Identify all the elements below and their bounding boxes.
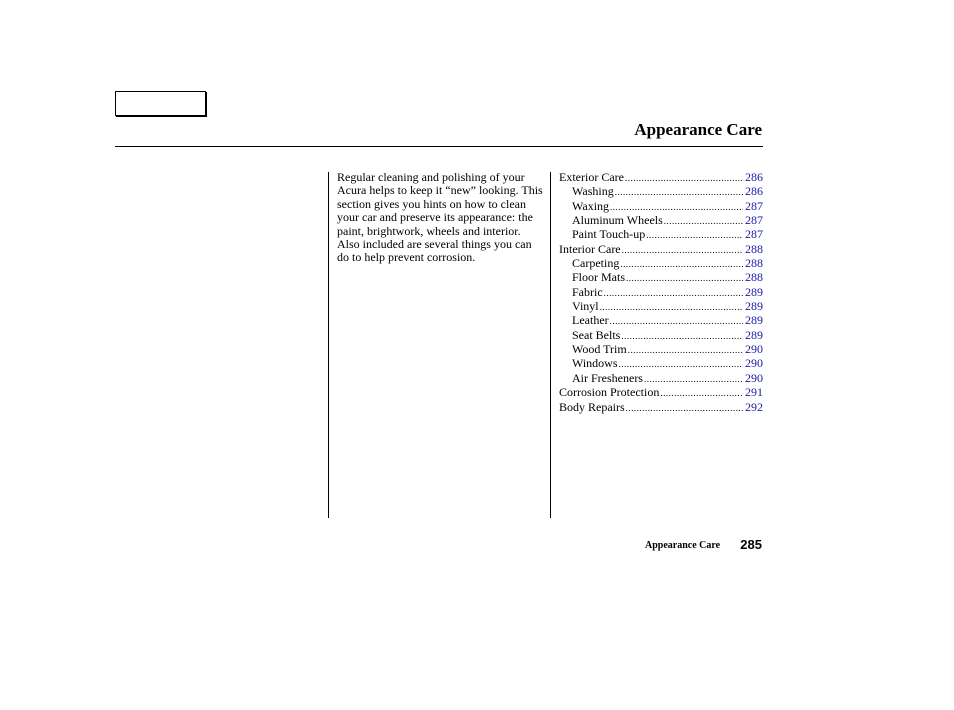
intro-paragraph: Regular cleaning and polishing of your Acura helps to keep it “new” looking. This section gives you hints on how to clean your car and preserve its appearance: the paint, brightwork, wheels and interior. Also included are several things you can do to help prevent corrosion. xyxy=(337,170,543,265)
toc-page-link[interactable]: 290 xyxy=(745,357,763,371)
toc-entry[interactable] xyxy=(559,271,763,285)
toc-leader-dots xyxy=(628,344,743,357)
toc-entry-label: Floor Mats xyxy=(572,271,626,285)
toc-leader-dots xyxy=(620,258,743,271)
footer-section-label: Appearance Care xyxy=(645,540,721,551)
toc-entry[interactable] xyxy=(559,214,763,228)
toc-entry[interactable] xyxy=(559,228,763,242)
table-of-contents xyxy=(559,171,763,415)
toc-entry[interactable] xyxy=(559,300,763,314)
toc-page-link[interactable]: 291 xyxy=(745,386,763,400)
toc-leader-dots xyxy=(600,301,743,314)
toc-entry-label: Air Fresheners xyxy=(572,371,643,385)
toc-page-link[interactable]: 289 xyxy=(745,285,763,299)
toc-entry-label: Fabric xyxy=(572,285,603,299)
footer-page-number: 285 xyxy=(740,537,762,552)
toc-leader-dots xyxy=(626,272,743,285)
toc-page-link[interactable]: 289 xyxy=(745,314,763,328)
toc-leader-dots xyxy=(644,373,743,386)
toc-leader-dots xyxy=(619,358,743,371)
toc-page-link[interactable]: 292 xyxy=(745,400,763,414)
toc-entry-label: Interior Care xyxy=(559,242,621,256)
toc-page-link[interactable]: 286 xyxy=(745,185,763,199)
toc-entry[interactable] xyxy=(559,257,763,271)
toc-entry-label: Vinyl xyxy=(572,300,599,314)
toc-leader-dots xyxy=(621,330,743,343)
toc-entry-label: Waxing xyxy=(572,199,610,213)
toc-entry-label: Wood Trim xyxy=(572,343,627,357)
toc-leader-dots xyxy=(625,172,743,185)
right-column-divider xyxy=(550,172,551,518)
toc-leader-dots xyxy=(664,215,743,228)
toc-leader-dots xyxy=(610,315,743,328)
toc-entry[interactable] xyxy=(559,314,763,328)
toc-page-link[interactable]: 288 xyxy=(745,271,763,285)
toc-entry[interactable] xyxy=(559,386,763,400)
toc-page-link[interactable]: 286 xyxy=(745,171,763,184)
toc-entry-label: Leather xyxy=(572,314,609,328)
toc-entry-label: Washing xyxy=(572,185,614,199)
toc-page-link[interactable]: 288 xyxy=(745,257,763,271)
toc-page-link[interactable]: 289 xyxy=(745,300,763,314)
header-divider xyxy=(115,146,763,147)
left-column-divider xyxy=(328,172,329,518)
toc-entry-label: Body Repairs xyxy=(559,400,625,414)
toc-page-link[interactable]: 287 xyxy=(745,199,763,213)
toc-entry[interactable] xyxy=(559,185,763,199)
toc-entry[interactable] xyxy=(559,171,763,185)
toc-entry[interactable] xyxy=(559,243,763,257)
toc-leader-dots xyxy=(604,287,743,300)
toc-entry-label: Exterior Care xyxy=(559,171,624,184)
toc-page-link[interactable]: 289 xyxy=(745,328,763,342)
toc-page-link[interactable]: 287 xyxy=(745,214,763,228)
toc-page-link[interactable]: 290 xyxy=(745,371,763,385)
toc-entry-label: Paint Touch-up xyxy=(572,228,646,242)
toc-entry-label: Carpeting xyxy=(572,257,620,271)
toc-entry[interactable] xyxy=(559,200,763,214)
main-menu-button[interactable] xyxy=(115,91,206,116)
toc-page-link[interactable]: 287 xyxy=(745,228,763,242)
page-title: Appearance Care xyxy=(634,120,762,139)
toc-entry[interactable] xyxy=(559,343,763,357)
toc-entry-label: Seat Belts xyxy=(572,328,621,342)
toc-leader-dots xyxy=(615,186,743,199)
toc-entry[interactable] xyxy=(559,329,763,343)
toc-entry-label: Corrosion Protection xyxy=(559,386,660,400)
toc-entry-label: Aluminum Wheels xyxy=(572,214,663,228)
toc-entry[interactable] xyxy=(559,401,763,415)
toc-entry[interactable] xyxy=(559,286,763,300)
toc-page-link[interactable]: 288 xyxy=(745,242,763,256)
toc-leader-dots xyxy=(610,201,743,214)
toc-leader-dots xyxy=(646,229,743,242)
toc-page-link[interactable]: 290 xyxy=(745,343,763,357)
toc-leader-dots xyxy=(622,244,743,257)
toc-entry[interactable] xyxy=(559,357,763,371)
toc-entry[interactable] xyxy=(559,372,763,386)
toc-leader-dots xyxy=(660,387,743,400)
toc-entry-label: Windows xyxy=(572,357,618,371)
toc-leader-dots xyxy=(626,402,743,415)
